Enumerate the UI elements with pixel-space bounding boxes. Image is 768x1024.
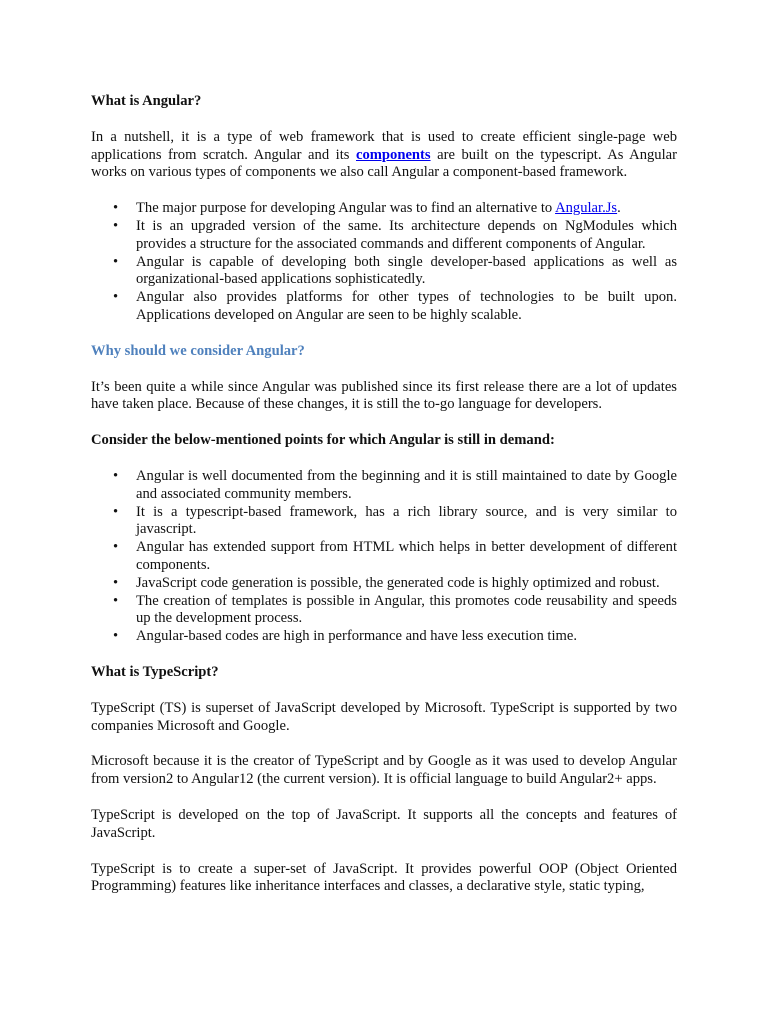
heading-what-is-typescript: What is TypeScript? <box>91 663 219 680</box>
paragraph-typescript-javascript: TypeScript is developed on the top of JavaScript. It supports all the concepts and features of JavaScript. <box>91 806 677 841</box>
angular-demand-list <box>91 468 677 646</box>
paragraph-typescript-microsoft: Microsoft because it is the creator of TypeScript and by Google as it was used to develop Angular from version2 to Angular12 (the current version). It is official language to build Angular2+ apps. <box>91 753 677 788</box>
document-page <box>91 93 677 896</box>
list-item: • Angular also provides platforms for other types of technologies to be built upon. Applications developed on Angular are seen to be highly scalable. <box>91 289 677 325</box>
list-item: • Angular is capable of developing both single developer-based applications as well as organizational-based applications sophisticatedly. <box>91 254 677 290</box>
heading-angular-demand: Consider the below-mentioned points for which Angular is still in demand: <box>91 432 555 449</box>
paragraph-intro-text-1: In a nutshell, it is a type of web framework that is used to create efficient single-page web applications from scratch. Angular and its <box>91 128 677 163</box>
paragraph-intro <box>91 129 677 182</box>
heading-what-is-angular: What is Angular? <box>91 93 202 109</box>
list-item: • Angular has extended support from HTML which helps in better development of different components. <box>91 539 677 575</box>
list-item: • It is an upgraded version of the same. Its architecture depends on NgModules which provides a structure for the associated commands and different components of Angular. <box>91 218 677 254</box>
list-item: • JavaScript code generation is possible, the generated code is highly optimized and robust. <box>91 575 677 593</box>
list-item-text-end: . <box>617 200 621 217</box>
paragraph-typescript-oop: TypeScript is to create a super-set of JavaScript. It provides powerful OOP (Object Oriented Programming) features like inheritance interfaces and classes, a declarative style, static typing, <box>91 860 677 895</box>
list-item-text: The major purpose for developing Angular was to find an alternative to <box>136 200 556 217</box>
paragraph-typescript-intro: TypeScript (TS) is superset of JavaScript developed by Microsoft. TypeScript is supported by two companies Microsoft and Google. <box>91 699 677 734</box>
list-item <box>91 200 677 218</box>
list-item: • Angular is well documented from the beginning and it is still maintained to date by Google and associated community members. <box>91 468 677 504</box>
list-item: • Angular-based codes are high in performance and have less execution time. <box>91 628 677 646</box>
paragraph-intro-text-2: are built on the typescript. As Angular works on various types of components we also call Angular a component-based framework. <box>91 146 677 181</box>
list-item: • It is a typescript-based framework, has a rich library source, and is very similar to javascript. <box>91 504 677 540</box>
heading-why-angular: Why should we consider Angular? <box>91 342 305 359</box>
components-link[interactable]: components <box>355 146 431 163</box>
paragraph-why-angular: It’s been quite a while since Angular was published since its first release there are a lot of updates have taken place. Because of these changes, it is still the to-go language for developers. <box>91 378 677 413</box>
angularjs-link[interactable]: Angular.Js <box>555 200 618 217</box>
list-item: • The creation of templates is possible in Angular, this promotes code reusability and speeds up the development process. <box>91 593 677 629</box>
angular-features-list <box>91 200 677 325</box>
